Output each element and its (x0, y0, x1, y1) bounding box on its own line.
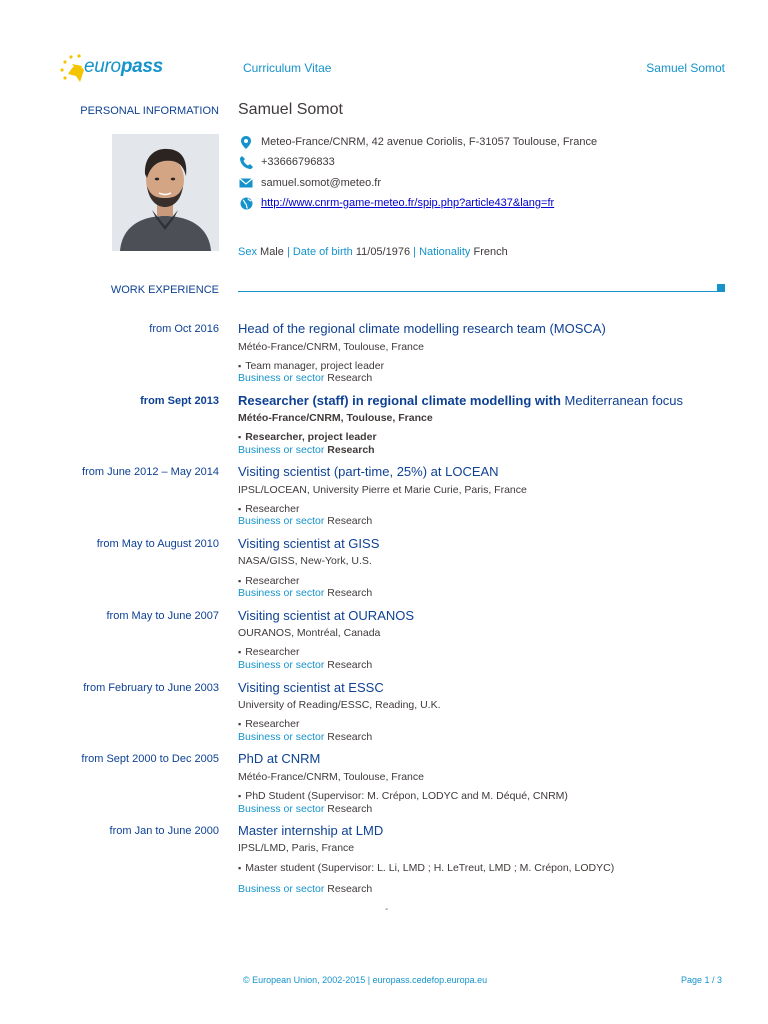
entry-sector (238, 515, 372, 527)
section-divider-square (717, 284, 725, 292)
entry-sector (238, 372, 372, 384)
entry-title-bold: Researcher (staff) in regional climate modelling with (238, 393, 561, 408)
address-row (238, 135, 597, 149)
entry-organization: Météo-France/CNRM, Toulouse, France (238, 341, 424, 353)
phone-icon (238, 155, 254, 169)
location-pin-icon (238, 135, 254, 149)
sex-label: Sex (238, 246, 257, 258)
entry-role: ▪ Researcher (238, 575, 299, 587)
entry-title: Visiting scientist at ESSC (238, 680, 384, 695)
entry-role: ▪ Researcher, project leader (238, 431, 377, 443)
separator: | (286, 246, 290, 258)
entry-title: PhD at CNRM (238, 751, 321, 766)
sector-label: Business or sector (238, 659, 325, 671)
entry-date: from Sept 2013 (140, 395, 219, 407)
entry-title: Visiting scientist at GISS (238, 536, 380, 551)
address-text: Meteo-France/CNRM, 42 avenue Coriolis, F-31057 Toulouse, France (261, 136, 598, 148)
entry-sector (238, 444, 375, 456)
sector-label: Business or sector (238, 372, 325, 384)
sector-label: Business or sector (238, 883, 325, 895)
entry-date: from May to June 2007 (106, 610, 219, 622)
sector-label: Business or sector (238, 587, 325, 599)
header-name: Samuel Somot (646, 61, 725, 75)
sector-value: Research (327, 515, 373, 527)
phone-row (238, 155, 335, 169)
person-name: Samuel Somot (238, 101, 343, 118)
personal-information-heading: PERSONAL INFORMATION (80, 105, 219, 117)
entry-organization: Météo-France/CNRM, Toulouse, France (238, 412, 433, 424)
entry-role: ▪ Researcher (238, 503, 299, 515)
entry-date: from February to June 2003 (83, 682, 219, 694)
separator: | (413, 246, 417, 258)
sector-label: Business or sector (238, 731, 325, 743)
entry-organization: NASA/GISS, New-York, U.S. (238, 555, 372, 567)
entry-title: Head of the regional climate modelling research team (MOSCA) (238, 321, 606, 336)
profile-photo (112, 134, 219, 251)
entry-date: from June 2012 – May 2014 (82, 466, 219, 478)
email-icon (238, 176, 254, 190)
sector-value: Research (327, 803, 373, 815)
email-link[interactable]: samuel.somot@meteo.fr (261, 177, 381, 189)
entry-title: Visiting scientist at OURANOS (238, 608, 415, 623)
entry-sector (238, 883, 372, 895)
sector-value: Research (327, 883, 373, 895)
entry-role: ▪ Researcher (238, 646, 299, 658)
website-link[interactable]: http://www.cnrm-game-meteo.fr/spip.php?article437&lang=fr (261, 197, 555, 209)
dob-value: 11/05/1976 (355, 246, 411, 258)
dob-label: Date of birth (292, 246, 353, 258)
website-row (238, 196, 554, 210)
sector-value: Research (327, 444, 375, 456)
sex-value: Male (260, 246, 284, 258)
document-title: Curriculum Vitae (243, 61, 332, 75)
section-divider (238, 291, 717, 292)
work-experience-heading: WORK EXPERIENCE (110, 284, 219, 296)
entry-organization: IPSL/LMD, Paris, France (238, 842, 355, 854)
nationality-label: Nationality (419, 246, 471, 258)
entry-sector (238, 731, 372, 743)
sector-value: Research (327, 659, 373, 671)
email-row (238, 176, 381, 190)
entry-organization: University of Reading/ESSC, Reading, U.K. (238, 699, 441, 711)
phone-text: +33666796833 (261, 156, 335, 168)
entry-sector (238, 587, 372, 599)
entry-date: from May to August 2010 (96, 538, 219, 550)
nationality-value: French (473, 246, 508, 258)
sector-label: Business or sector (238, 515, 325, 527)
personal-details-line (238, 246, 508, 258)
sector-value: Research (327, 587, 373, 599)
sector-label: Business or sector (238, 803, 325, 815)
entry-organization: IPSL/LOCEAN, University Pierre et Marie Curie, Paris, France (238, 484, 527, 496)
entry-organization: Météo-France/CNRM, Toulouse, France (238, 771, 424, 783)
entry-sector (238, 659, 372, 671)
entry-title-rest: Mediterranean focus (564, 393, 684, 408)
entry-title (238, 393, 683, 408)
entry-date: from Sept 2000 to Dec 2005 (81, 753, 219, 765)
entry-title: Visiting scientist (part-time, 25%) at LOCEAN (238, 464, 499, 479)
europass-logo-text: europass (84, 56, 163, 77)
entry-role: ▪ Team manager, project leader (238, 360, 384, 372)
stray-mark: - (385, 904, 389, 915)
entry-title: Master internship at LMD (238, 823, 384, 838)
entry-role: ▪ Researcher (238, 718, 299, 730)
page-number: Page 1 / 3 (680, 975, 722, 985)
entry-sector (238, 803, 372, 815)
footer-copyright: © European Union, 2002-2015 | europass.cedefop.europa.eu (243, 975, 488, 985)
sector-value: Research (327, 731, 373, 743)
entry-role: ▪ PhD Student (Supervisor: M. Crépon, LODYC and M. Déqué, CNRM) (238, 790, 568, 802)
entry-date: from Oct 2016 (149, 323, 219, 335)
sector-value: Research (327, 372, 373, 384)
web-icon (238, 196, 254, 210)
entry-organization: OURANOS, Montréal, Canada (238, 627, 381, 639)
entry-role: ▪ Master student (Supervisor: L. Li, LMD ; H. LeTreut, LMD ; M. Crépon, LODYC) (238, 862, 614, 874)
sector-label: Business or sector (238, 444, 325, 456)
entry-date: from Jan to June 2000 (109, 825, 219, 837)
